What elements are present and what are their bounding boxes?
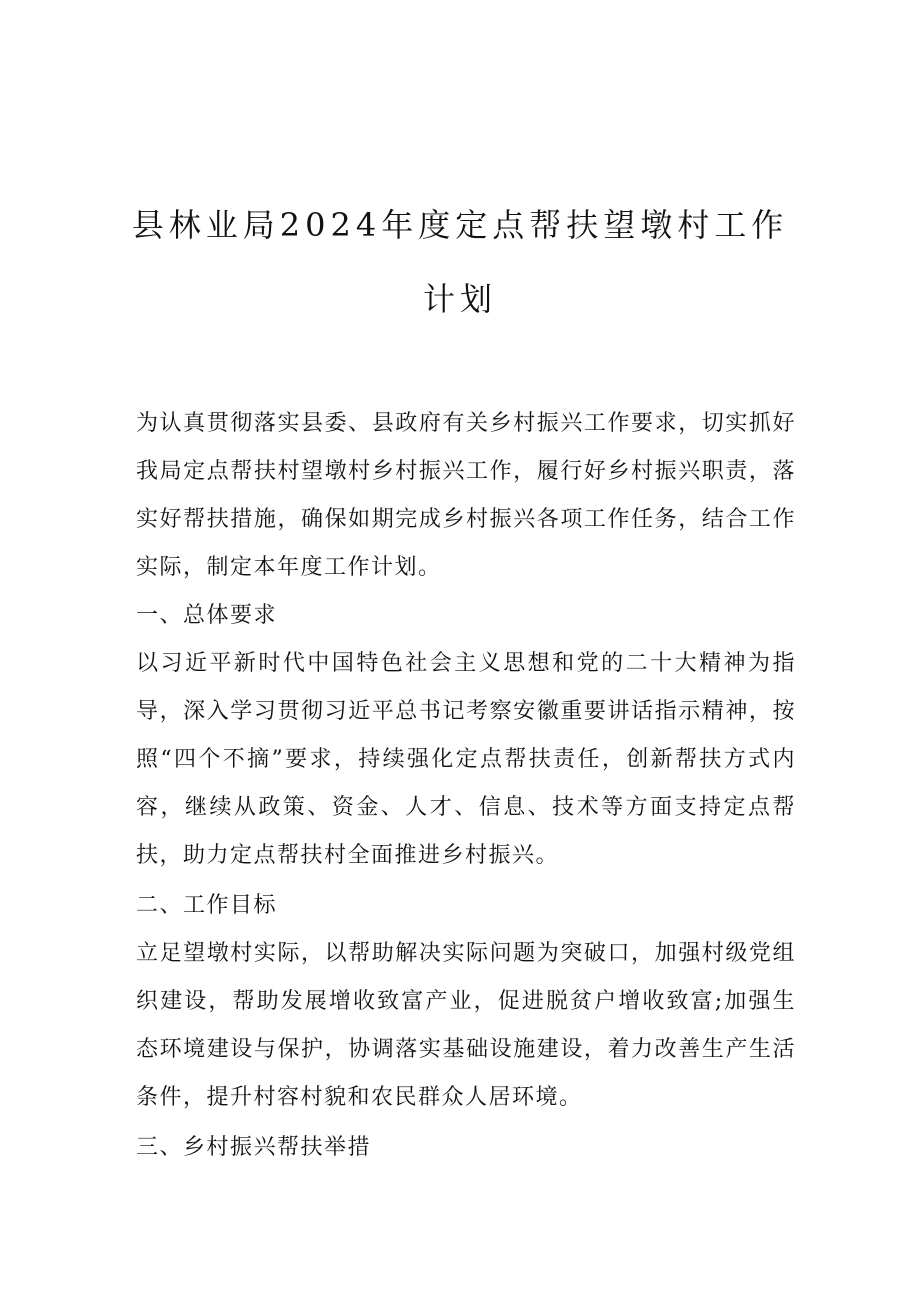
section-text-general-requirements: 以习近平新时代中国特色社会主义思想和党的二十大精神为指导，深入学习贯彻习近平总书记考察安徽重要讲话指示精神，按照“四个不摘”要求，持续强化定点帮扶责任，创新帮扶方式内容，继续从政策、资金、人才、信息、技术等方面支持定点帮扶，助力定点帮扶村全面推进乡村振兴。	[136, 651, 796, 868]
document-body	[136, 400, 796, 1172]
document-title: 县林业局2024年度定点帮扶望墩村工作计划	[131, 206, 789, 318]
section-text-work-goals: 立足望墩村实际，以帮助解决实际问题为突破口，加强村级党组织建设，帮助发展增收致富产业，促进脱贫户增收致富;加强生态环境建设与保护，协调落实基础设施建设，着力改善生产生活条件，提升村容村貌和农民群众人居环境。	[136, 941, 796, 1110]
section-heading-assistance-measures: 三、乡村振兴帮扶举措	[136, 1135, 372, 1160]
intro-paragraph: 为认真贯彻落实县委、县政府有关乡村振兴工作要求，切实抓好我局定点帮扶村望墩村乡村振兴工作，履行好乡村振兴职责，落实好帮扶措施，确保如期完成乡村振兴各项工作任务，结合工作实际，制定本年度工作计划。	[136, 411, 796, 580]
section-heading-work-goals: 二、工作目标	[136, 893, 278, 918]
section-heading-general-requirements: 一、总体要求	[136, 603, 278, 628]
